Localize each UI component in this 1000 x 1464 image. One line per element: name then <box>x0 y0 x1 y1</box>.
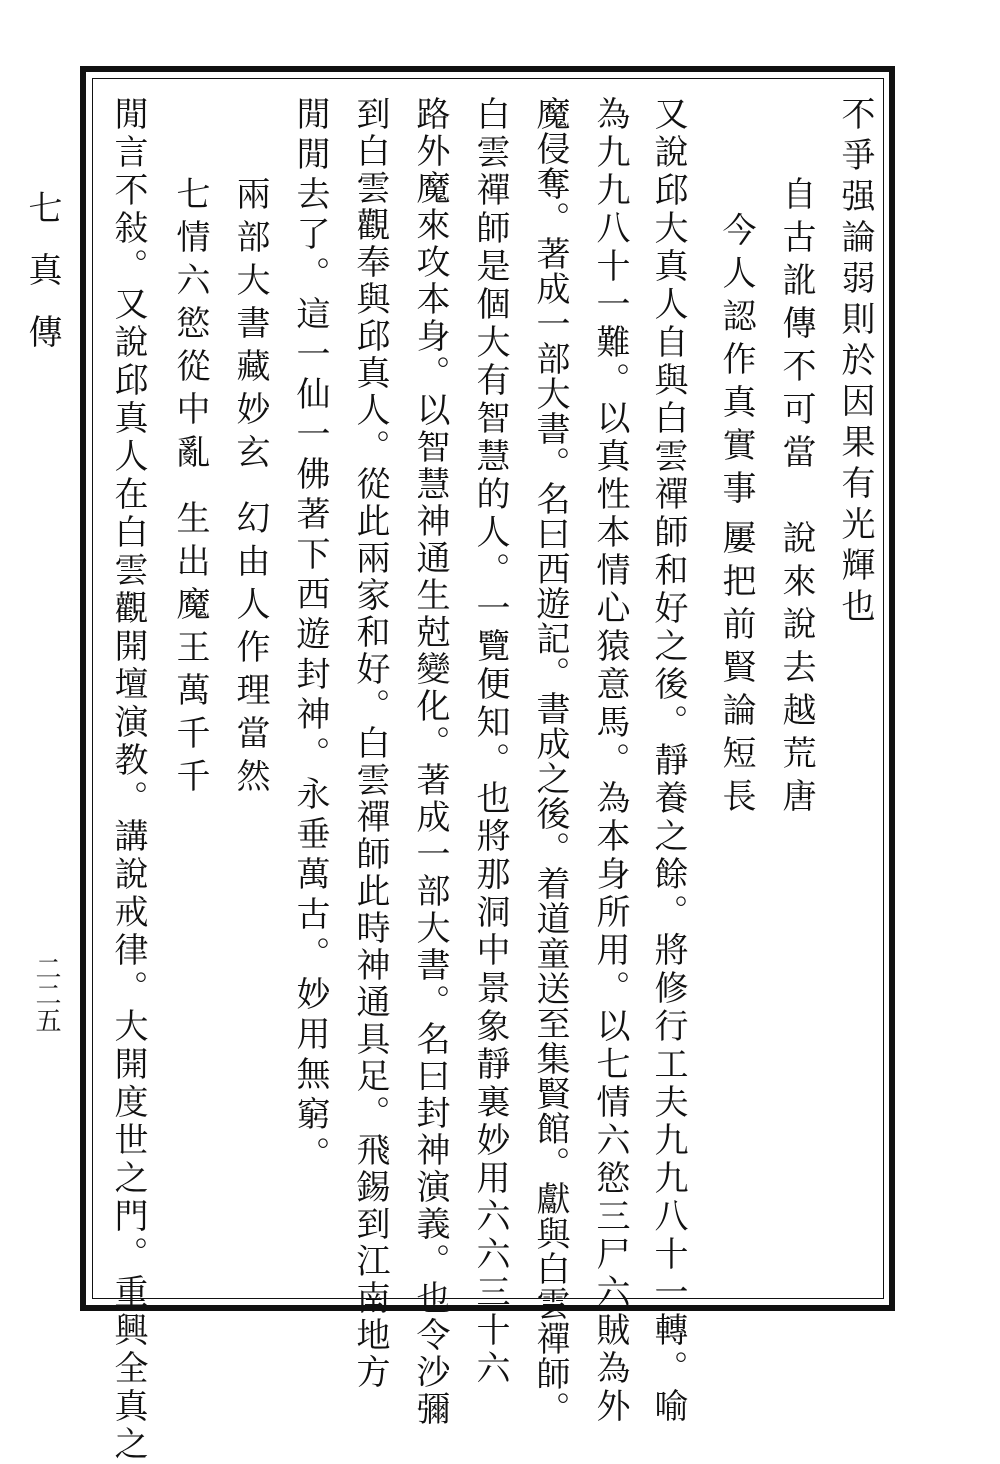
text-column-7: 到白雲觀奉與邱真人。從此兩家和好。白雲禪師此時神通具足。飛錫到江南地方 <box>350 96 390 1391</box>
verse-line-7: 七情六慾從中亂 <box>170 176 210 477</box>
verse-line-1: 自古訛傳不可當 <box>776 176 816 477</box>
book-title: 七真傳 <box>22 190 62 376</box>
text-column-9: 閒言不敍。又說邱真人在白雲觀開壇演教。講說戒律。大開度世之門。重興全真之 <box>108 96 148 1464</box>
text-column-8: 閒閒去了。這一仙一佛著下西遊封神。永垂萬古。妙用無窮。 <box>290 96 330 1176</box>
verse-line-8: 生出魔王萬千千 <box>170 500 210 801</box>
text-column-6: 路外魔來攻本身。以智慧神通生尅變化。著成一部大書。名曰封神演義。也令沙彌 <box>410 96 450 1428</box>
text-column-5: 白雲禪師是個大有智慧的人。一覽便知。也將那洞中景象靜裏妙用六六三十六 <box>470 96 510 1388</box>
text-column-3: 為九九八十一難。以真性本情心猿意馬。為本身所用。以七情六慾三尸六賊為外 <box>590 96 630 1426</box>
text-column-1: 不爭强論弱則於因果有光輝也 <box>835 96 875 629</box>
text-column-4: 魔侵奪。著成一部大書。名曰西遊記。書成之後。着道童送至集賢館。獻與白雲禪師。 <box>530 96 570 1426</box>
verse-line-6: 幻由人作理當然 <box>230 500 270 801</box>
page-number: 二二五 <box>31 955 61 1033</box>
verse-line-3: 今人認作真實事 <box>716 212 756 513</box>
verse-line-4: 屢把前賢論短長 <box>716 520 756 821</box>
verse-line-5: 兩部大書藏妙玄 <box>230 176 270 477</box>
text-column-2: 又說邱大真人自與白雲禪師和好之後。靜養之餘。將修行工夫九九八十一轉。喻 <box>648 96 688 1426</box>
verse-line-2: 說來說去越荒唐 <box>776 520 816 821</box>
